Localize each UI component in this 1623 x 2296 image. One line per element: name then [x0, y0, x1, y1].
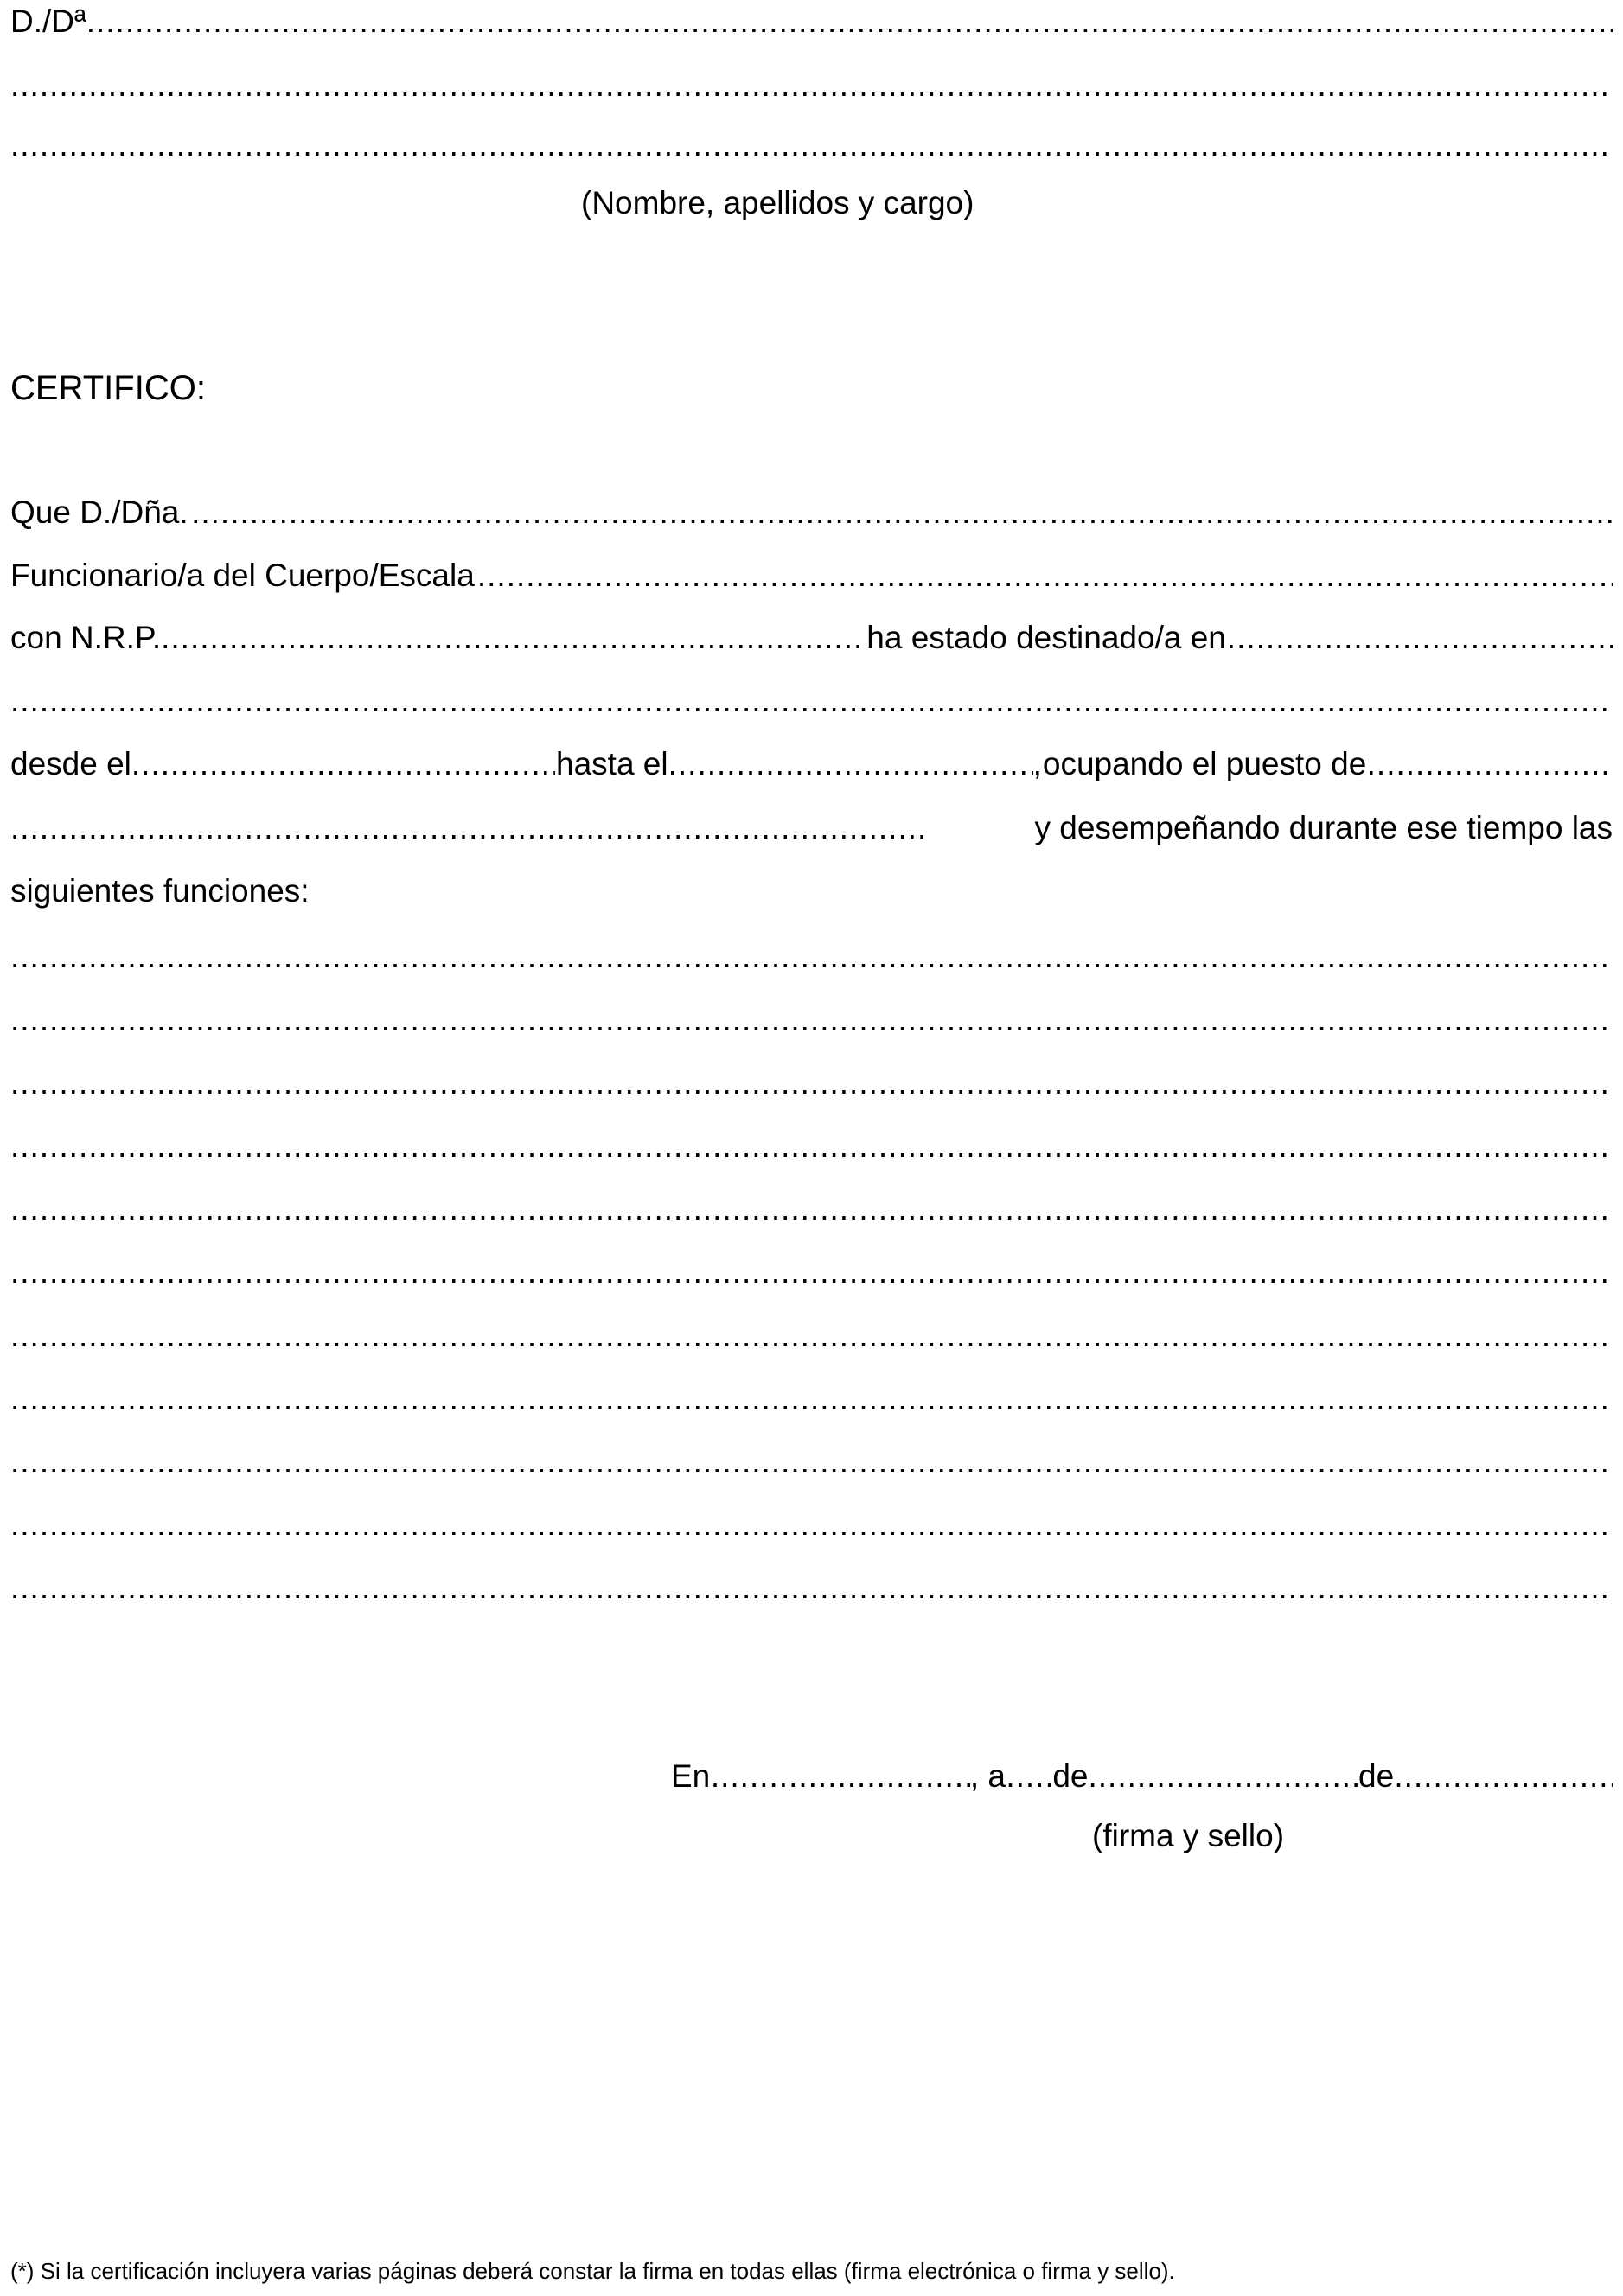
anio-dotted-field[interactable] [1394, 1755, 1613, 1798]
funciones-line[interactable] [10, 998, 1613, 1042]
ocupando-label: ocupando el puesto de [1042, 746, 1367, 781]
footnote-text: (*) Si la certificación incluyera varias páginas deberá constar la firma en todas ellas (firma electrónica o firma y sello). [10, 2258, 1175, 2284]
name-line-3[interactable] [10, 124, 1613, 167]
funciones-dotted-field[interactable] [10, 1440, 1613, 1483]
de-label-2: de [1358, 1758, 1395, 1794]
que-label: Que D./Dña. [10, 494, 188, 530]
hasta-label: hasta el [556, 746, 668, 781]
destino-dotted-field[interactable] [1227, 616, 1613, 660]
funciones-dotted-field[interactable] [10, 1251, 1613, 1294]
puesto-continuation-line[interactable] [10, 807, 1613, 850]
funciones-dotted-field[interactable] [10, 935, 1613, 979]
funciones-line[interactable] [10, 1377, 1613, 1420]
nrp-line[interactable] [10, 616, 1613, 660]
funciones-dotted-field[interactable] [10, 1062, 1613, 1105]
que-line[interactable] [10, 491, 1613, 534]
funciones-line[interactable] [10, 1314, 1613, 1357]
desde-label: desde el [10, 746, 131, 781]
en-label: En [671, 1758, 711, 1794]
name-line-2[interactable] [10, 64, 1613, 107]
funciones-label-line [10, 870, 310, 913]
comma-text: , [1032, 746, 1042, 781]
name-dotted-field[interactable] [86, 0, 1613, 43]
funciones-line[interactable] [10, 935, 1613, 979]
funciones-dotted-field[interactable] [10, 1188, 1613, 1231]
certifico-heading: CERTIFICO: [10, 369, 206, 407]
desempenando-label: y desempeñando durante ese tiempo las [1034, 810, 1613, 845]
puesto-dotted-field[interactable] [1367, 743, 1613, 786]
funciones-dotted-field[interactable] [10, 1314, 1613, 1357]
name-prefix-label: D./Dª [10, 3, 86, 39]
name-dotted-field-3[interactable] [10, 124, 1613, 167]
name-line-1[interactable] [10, 0, 1613, 43]
lugar-dotted-field[interactable] [711, 1755, 970, 1798]
funciones-line[interactable] [10, 1188, 1613, 1231]
funciones-line[interactable] [10, 1440, 1613, 1483]
hasta-dotted-field[interactable] [668, 743, 1033, 786]
destinado-label: ha estado destinado/a en [866, 620, 1226, 655]
funciones-line[interactable] [10, 1566, 1613, 1610]
nrp-dotted-field[interactable] [161, 616, 865, 660]
funciones-label: siguientes funciones: [10, 873, 310, 909]
destino-continuation-line[interactable] [10, 679, 1613, 723]
funciones-line[interactable] [10, 1125, 1613, 1168]
funciones-dotted-field[interactable] [10, 1566, 1613, 1610]
dia-dotted-field[interactable] [1006, 1755, 1052, 1798]
funcionario-line[interactable] [10, 554, 1613, 597]
funciones-line[interactable] [10, 1503, 1613, 1547]
desde-dotted-field[interactable] [131, 743, 555, 786]
funciones-dotted-field[interactable] [10, 1503, 1613, 1547]
cuerpo-escala-dotted-field[interactable] [477, 554, 1613, 597]
fechas-line[interactable] [10, 743, 1613, 786]
firma-caption: (firma y sello) [1092, 1818, 1285, 1853]
destino-dotted-field-2[interactable] [10, 679, 1613, 723]
nrp-label: con N.R.P. [10, 620, 162, 655]
funcionario-label: Funcionario/a del Cuerpo/Escala [10, 558, 475, 593]
puesto-dotted-field-2[interactable] [10, 807, 927, 850]
funciones-line[interactable] [10, 1251, 1613, 1294]
mes-dotted-field[interactable] [1088, 1755, 1358, 1798]
name-caption: (Nombre, apellidos y cargo) [581, 185, 974, 220]
funciones-dotted-field[interactable] [10, 998, 1613, 1042]
de-label-1: de [1052, 1758, 1089, 1794]
name-dotted-field-2[interactable] [10, 64, 1613, 107]
funciones-dotted-field[interactable] [10, 1377, 1613, 1420]
lugar-fecha-line[interactable] [671, 1755, 1613, 1798]
funciones-dotted-field[interactable] [10, 1125, 1613, 1168]
funciones-line[interactable] [10, 1062, 1613, 1105]
que-dotted-field[interactable] [191, 491, 1613, 534]
a-label: , a [969, 1758, 1006, 1794]
